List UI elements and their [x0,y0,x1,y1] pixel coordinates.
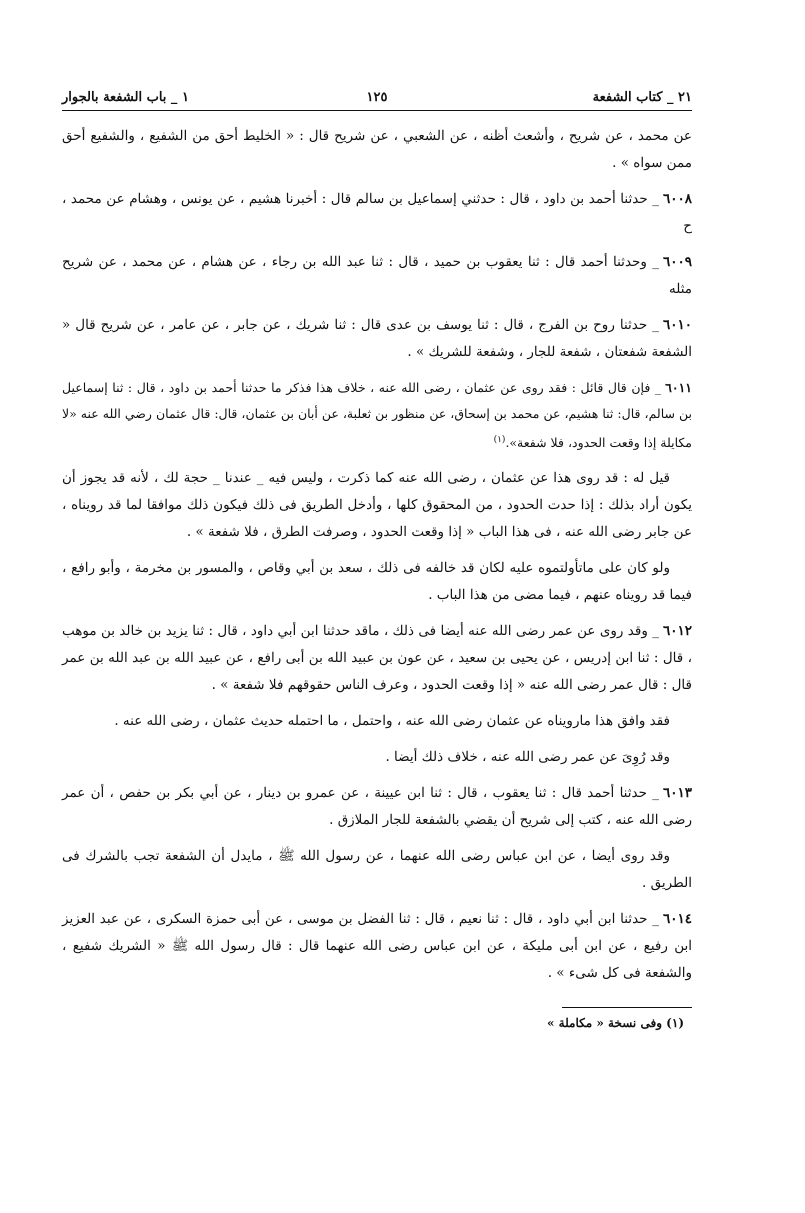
paragraph-text: _ فإن قال قائل : فقد روى عن عثمان ، رضى الله عنه ، خلاف هذا فذكر ما حدثنا أحمد بن داود ، قال : ثنا إسماعيل بن سالم، قال: ثنا هشيم، عن محمد بن إسحاق، عن منظور بن ثعلبة، عن أبان بن عثمان، قال: قال عثمان رضي الله عنه «لا مكايلة إذا وقعت الحدود، فلا شفعة». [62,380,692,451]
commentary-paragraph [62,708,692,735]
paragraph-text: ولو كان على ماتأولتموه عليه لكان قد خالفه فى ذلك ، سعد بن أبي وقاص ، والمسور بن مخرمة ، وأبو رافع ، فيما قد رويناه عنهم ، فيما مضى من هذا الباب . [62,560,692,604]
footnote-separator [562,1007,692,1008]
paragraph-text: عن محمد ، عن شريح ، وأشعث أظنه ، عن الشعبي ، عن شريح قال : « الخليط أحق من الشفيع ، والشفيع أحق ممن سواه » . [62,128,692,171]
paragraph-text: فقد وافق هذا مارويناه عن عثمان رضى الله عنه ، واحتمل ، ما احتمله حديث عثمان ، رضى الله عنه . [114,713,670,730]
chapter-title: ١ _ باب الشفعة بالجوار [62,90,189,105]
footnote [62,1016,692,1030]
hadith-6009 [62,249,692,303]
paragraph-text: _ وقد روى عن عمر رضى الله عنه أيضا فى ذلك ، ماقد حدثنا ابن أبي داود ، قال : ثنا يزيد بن خالد بن موهب ، قال : ثنا ابن إدريس ، عن يحيى بن سعيد ، عن عون بن عبيد الله بن أبى رافع ، عن عبيد الله بن عبد الله بن عمر قال : قال عمر رضى الله عنه « إذا وقعت الحدود ، وعرف الناس حقوقهم فلا شفعة » . [62,623,692,694]
paragraph-text: _ حدثنا أحمد بن داود ، قال : حدثني إسماعيل بن سالم قال : أخبرنا هشيم ، عن يونس ، وهشام عن محمد ، ح [62,191,692,234]
hadith-number: ٦٠١١ [665,380,692,395]
hadith-6008 [62,186,692,240]
page-body [62,123,692,987]
paragraph-text: _ حدثنا أحمد قال : ثنا يعقوب ، قال : ثنا ابن عيينة ، عن عمرو بن دينار ، عن أبي بكر بن حفص ، أن عمر رضى الله عنه ، كتب إلى شريح أن يقضي بالشفعة للجار الملازق . [62,785,692,829]
hadith-number: ٦٠٠٨ [662,191,692,207]
paragraph-text: _ حدثنا ابن أبي داود ، قال : ثنا نعيم ، قال : ثنا الفضل بن موسى ، عن أبى حمزة السكرى ، عن عبد العزيز ابن رفيع ، عن ابن أبى مليكة ، عن ابن عباس رضى الله عنهما قال : قال رسول الله ﷺ « الشريك شفيع ، والشفعة فى كل شىء » . [62,911,692,982]
footnote-marker: (١) [666,1016,684,1031]
hadith-number: ٦٠١٢ [662,623,692,640]
commentary-paragraph [62,555,692,609]
page-number: ١٢٥ [366,90,388,105]
running-header [62,78,692,111]
commentary-paragraph [62,843,692,897]
paragraph-text: _ وحدثنا أحمد قال : ثنا يعقوب بن حميد ، قال : ثنا عبد الله بن رجاء ، عن هشام ، عن محمد ، عن شريح مثله [62,254,692,297]
paragraph-continuation [62,123,692,177]
commentary-paragraph [62,465,692,546]
hadith-number: ٦٠١٠ [662,317,692,333]
hadith-6011 [62,375,692,456]
book-title: ٢١ _ كتاب الشفعة [592,90,692,105]
document-page [62,78,692,1030]
hadith-number: ٦٠٠٩ [662,254,692,270]
paragraph-text: قيل له : قد روى هذا عن عثمان ، رضى الله عنه كما ذكرت ، وليس فيه _ عندنا _ حجة لك ، لأنه قد يجوز أن يكون أراد بذلك : إذا حدت الحدود ، من المحقوق كلها ، وأدخل الطريق فى ذلك فيكون ذلك موافقا لما قد رويناه ، عن جابر رضى الله عنه ، فى هذا الباب « إذا وقعت الحدود ، وصرفت الطرق ، فلا شفعة » . [62,470,692,541]
paragraph-text: _ حدثنا روح بن الفرج ، قال : ثنا يوسف بن عدى قال : ثنا شريك ، عن جابر ، عن عامر ، عن شريح قال « الشفعة شفعتان ، شفعة للجار ، وشفعة للشريك » . [62,317,692,360]
hadith-number: ٦٠١٣ [662,785,692,802]
footnote-text: وفى نسخة « مكاملة » [546,1016,662,1031]
paragraph-text: وقد رُوِىَ عن عمر رضى الله عنه ، خلاف ذلك أيضا . [385,749,670,766]
paragraph-text: وقد روى أيضا ، عن ابن عباس رضى الله عنهما ، عن رسول الله ﷺ ، مايدل أن الشفعة تجب بالشرك فى الطريق . [62,848,692,892]
hadith-6013 [62,780,692,834]
hadith-number: ٦٠١٤ [662,911,692,928]
footnote-reference: (١) [493,435,506,445]
commentary-paragraph [62,744,692,771]
hadith-6012 [62,618,692,699]
hadith-6010 [62,312,692,366]
hadith-6014 [62,906,692,987]
